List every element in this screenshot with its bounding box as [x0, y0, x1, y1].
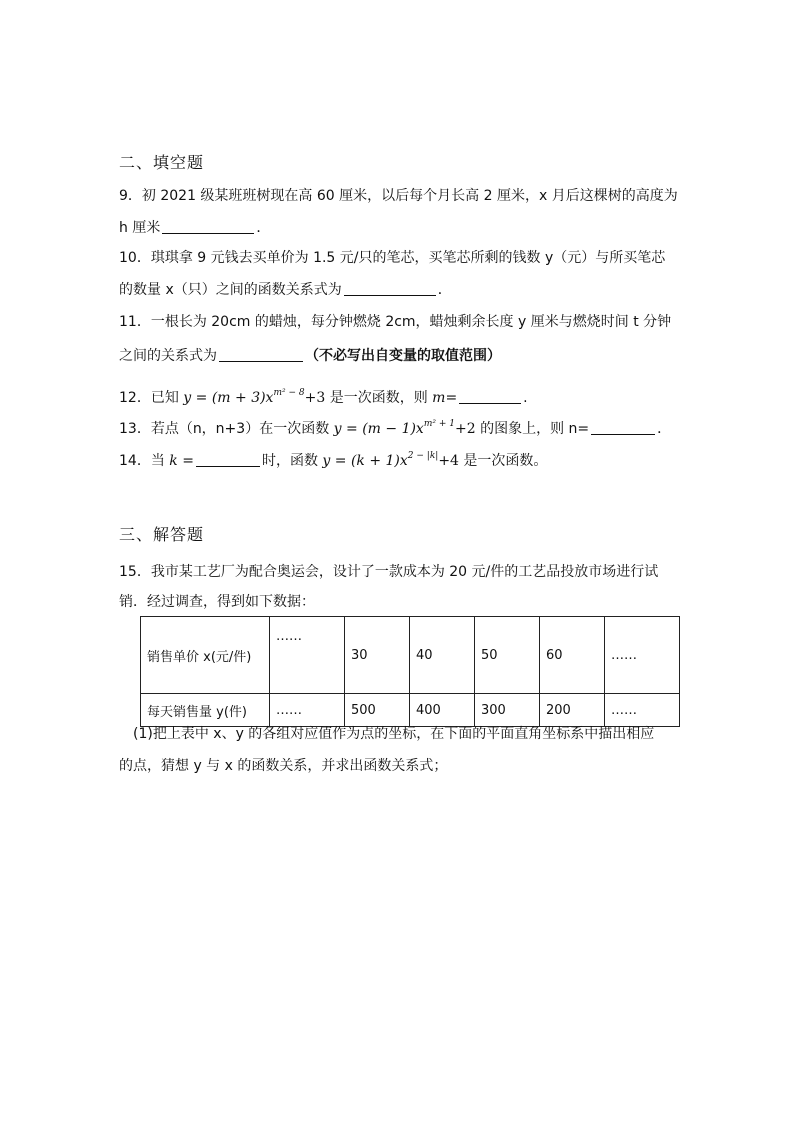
- q14-expr-base: y = (k + 1)x: [322, 453, 408, 469]
- question-9-prefix: h 厘米: [119, 220, 161, 236]
- question-14-suffix: 是一次函数。: [463, 453, 548, 469]
- question-11-line1: 11．一根长为 20cm 的蜡烛，每分钟燃烧 2cm，蜡烛剩余长度 y 厘米与燃烧时间 t 分钟: [119, 314, 672, 330]
- q12-expr-base: y = (m + 3)x: [183, 390, 274, 406]
- q12-expr-tail: +3: [304, 390, 326, 406]
- table-cell: 500: [345, 694, 410, 727]
- table-row-volume: [141, 694, 680, 727]
- answer-blank-13[interactable]: [591, 420, 655, 435]
- q14-expr-exponent: 2 − |k|: [407, 451, 439, 461]
- answer-blank-9[interactable]: [162, 219, 254, 234]
- question-10-prefix: 的数量 x（只）之间的函数关系式为: [119, 282, 342, 298]
- question-9-line1: 9．初 2021 级某班班树现在高 60 厘米，以后每个月长高 2 厘米，x 月后这棵树的高度为: [119, 188, 678, 204]
- question-12-expression: [183, 390, 325, 406]
- question-15-line2: 销．经过调查，得到如下数据：: [119, 594, 315, 610]
- table-cell: 40: [410, 617, 475, 694]
- table-cell: ……: [270, 617, 345, 694]
- question-13-line: [119, 414, 671, 439]
- question-12-suffix: .: [523, 390, 528, 406]
- question-14-var: k =: [169, 453, 194, 469]
- question-10-suffix: ．: [437, 282, 452, 298]
- table-cell: 30: [345, 617, 410, 694]
- table-cell: 400: [410, 694, 475, 727]
- q13-expr-exponent: m² + 1: [423, 419, 455, 429]
- question-10-line2: [119, 280, 452, 300]
- answer-blank-11[interactable]: [219, 347, 303, 362]
- table-cell: 50: [475, 617, 540, 694]
- table-row-price: [141, 617, 680, 694]
- question-12-eq: =: [445, 390, 458, 406]
- question-11-line2: [119, 346, 501, 366]
- question-11-prefix: 之间的关系式为: [119, 348, 217, 364]
- question-15-part1-line1: (1)把上表中 x、y 的各组对应值作为点的坐标，在下面的平面直角坐标系中描出相应: [133, 726, 655, 742]
- section-title-fill-in: 二、填空题: [119, 153, 205, 172]
- question-9-line2: [119, 218, 270, 238]
- question-12-var: m: [432, 390, 446, 406]
- question-12-line: [119, 383, 528, 408]
- answer-blank-12[interactable]: [459, 389, 521, 404]
- answer-blank-10[interactable]: [344, 281, 436, 296]
- question-14-line: [119, 446, 547, 471]
- question-12-prefix: 12．已知: [119, 390, 179, 406]
- question-13-mid: 的图象上，则 n=: [480, 421, 590, 437]
- q14-expr-tail: +4: [438, 453, 459, 469]
- answer-blank-14[interactable]: [196, 452, 260, 467]
- question-14-prefix: 14．当: [119, 453, 165, 469]
- table-row-label: 每天销售量 y(件): [141, 694, 270, 727]
- question-14-mid: 时，函数: [261, 453, 318, 469]
- question-12-mid: 是一次函数，则: [329, 390, 428, 406]
- sales-data-table: [140, 616, 680, 727]
- question-13-suffix: ．: [657, 421, 672, 437]
- question-15-line1: 15．我市某工艺厂为配合奥运会，设计了一款成本为 20 元/件的工艺品投放市场进行试: [119, 564, 659, 580]
- q13-expr-tail: +2: [454, 421, 476, 437]
- table-cell: ……: [605, 617, 680, 694]
- question-11-suffix: （不必写出自变量的取值范围）: [305, 348, 501, 364]
- table-cell: 60: [540, 617, 605, 694]
- table-cell: ……: [605, 694, 680, 727]
- question-9-suffix: ．: [256, 220, 271, 236]
- table-row-label: 销售单价 x(元/件): [141, 617, 270, 694]
- question-13-expression: [334, 421, 476, 437]
- question-13-prefix: 13．若点（n，n+3）在一次函数: [119, 421, 330, 437]
- q13-expr-base: y = (m − 1)x: [333, 421, 424, 437]
- q12-expr-exponent: m² − 8: [273, 388, 305, 398]
- section-title-answer: 三、解答题: [119, 525, 205, 544]
- question-14-expression: [322, 453, 459, 469]
- question-10-line1: 10．琪琪拿 9 元钱去买单价为 1.5 元/只的笔芯，买笔芯所剩的钱数 y（元）与所买笔芯: [119, 250, 666, 266]
- table-cell: 200: [540, 694, 605, 727]
- table-cell: 300: [475, 694, 540, 727]
- question-15-part1-line2: 的点，猜想 y 与 x 的函数关系，并求出函数关系式；: [119, 758, 448, 774]
- table-cell: ……: [270, 694, 345, 727]
